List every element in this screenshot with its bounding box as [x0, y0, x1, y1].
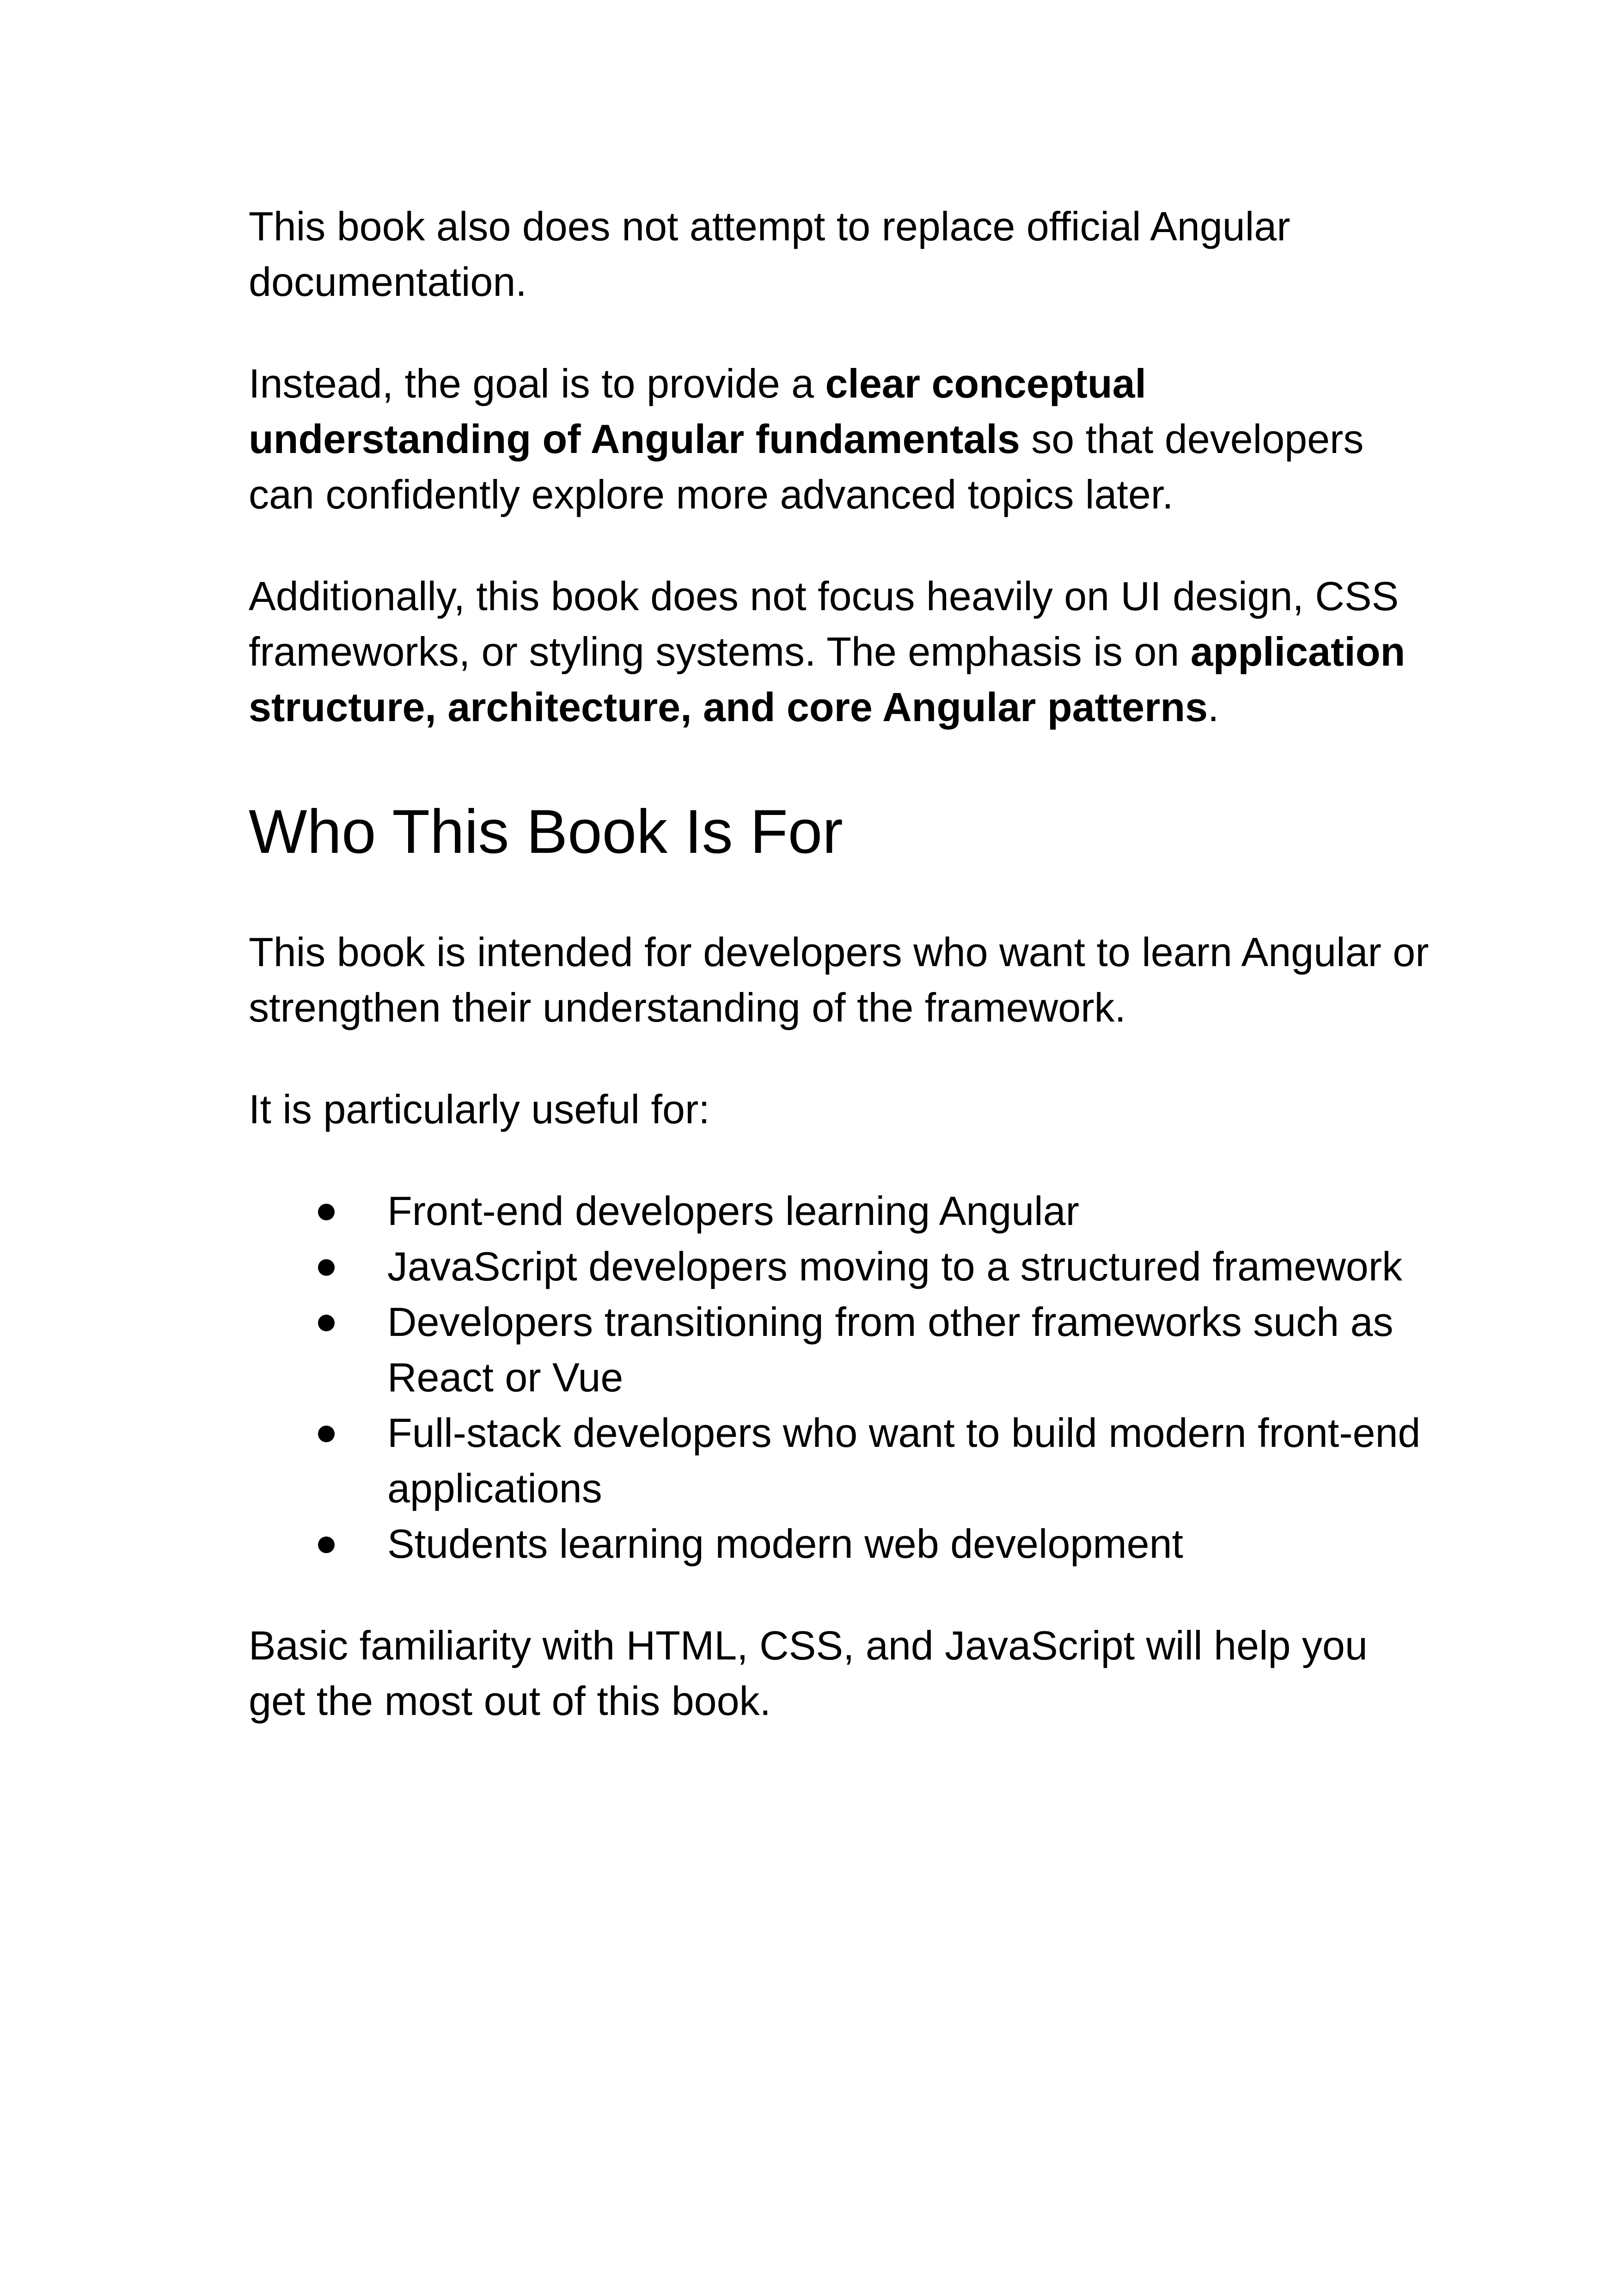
list-item-text: JavaScript developers moving to a structured framework — [387, 1243, 1403, 1289]
list-item — [249, 1294, 1432, 1405]
list-item-text: Developers transitioning from other frameworks such as React or Vue — [387, 1299, 1394, 1400]
section-paragraph-2: It is particularly useful for: — [249, 1086, 710, 1132]
list-item-text: Full-stack developers who want to build modern front-end applications — [387, 1410, 1421, 1511]
section-paragraph-1: This book is intended for developers who want to learn Angular or strengthen their understanding of the framework. — [249, 929, 1429, 1030]
section-paragraph-3: Basic familiarity with HTML, CSS, and JavaScript will help you get the most out of this book. — [249, 1623, 1368, 1724]
intro-paragraph-3 — [249, 569, 1432, 735]
intro-paragraph-2-text-start: Instead, the goal is to provide a — [249, 361, 825, 406]
list-item-text: Front-end developers learning Angular — [387, 1188, 1079, 1234]
intro-paragraph-2-text-end: so that developers can confidently explore more advanced topics later. — [249, 416, 1364, 517]
bullet-icon — [318, 1315, 335, 1331]
bullet-icon — [318, 1537, 335, 1553]
list-item-text: Students learning modern web development — [387, 1521, 1183, 1567]
list-item — [249, 1239, 1432, 1294]
section-heading: Who This Book Is For — [249, 797, 843, 866]
list-item — [249, 1516, 1432, 1572]
bullet-icon — [318, 1204, 335, 1220]
intro-paragraph-3-emphasis: application structure, architecture, and core Angular patterns — [249, 629, 1406, 730]
bullet-icon — [318, 1426, 335, 1442]
audience-list — [249, 1183, 1432, 1572]
intro-paragraph-3-text-start: Additionally, this book does not focus heavily on UI design, CSS frameworks, or styling systems. The emphasis is on — [249, 573, 1399, 674]
bullet-icon — [318, 1259, 335, 1276]
intro-paragraph-3-text-end: . — [1208, 684, 1219, 730]
intro-paragraph-2-emphasis: clear conceptual understanding of Angular fundamentals — [249, 361, 1146, 462]
list-item — [249, 1405, 1432, 1516]
list-item — [249, 1183, 1432, 1239]
intro-paragraph-1: This book also does not attempt to replace official Angular documentation. — [249, 203, 1290, 305]
page-content — [249, 199, 1432, 1775]
intro-paragraph-2 — [249, 356, 1432, 522]
